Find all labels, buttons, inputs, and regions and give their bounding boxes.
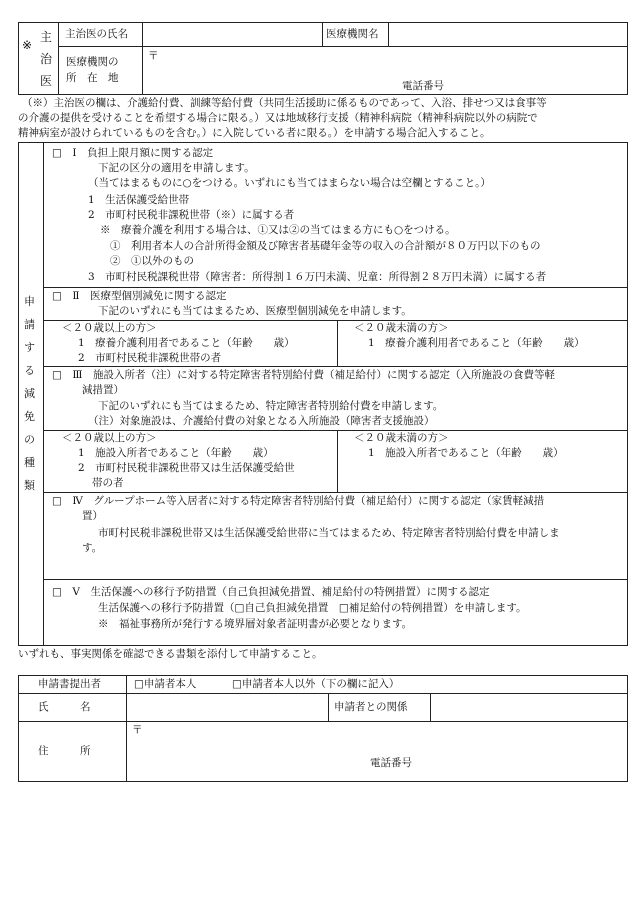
- doctor-name-label: 主治医の氏名: [65, 28, 128, 40]
- attachment-note: いずれも、事実関係を確認できる書類を添付して申請すること。: [18, 648, 323, 660]
- submitter-postal-mark: 〒: [132, 724, 143, 736]
- section-5-line-2: ※ 福祉事務所が発行する境界層対象者証明書が必要となります。: [98, 618, 413, 630]
- section-3-title-cont: 減措置）: [82, 384, 124, 396]
- institution-name-field[interactable]: [389, 23, 627, 45]
- section-3-line-2: （注）対象施設は、介護給付費の対象となる入所施設（障害者支援施設）: [88, 415, 435, 427]
- institution-name-label: 医療機関名: [326, 28, 379, 40]
- submitter-phone-label: 電話番号: [370, 757, 412, 769]
- submitter-option-other[interactable]: □申請者本人以外（下の欄に記入）: [232, 678, 400, 690]
- section-1-sub-option-2[interactable]: ② ①以外のもの: [110, 255, 194, 267]
- section-3-title[interactable]: □ Ⅲ 施設入所者（注）に対する特定障害者特別給付費（補足給付）に関する認定（入所施設の食費等軽: [52, 369, 556, 381]
- section-2-adult-item-1[interactable]: 1 療養介護利用者であること（年齢 歳）: [78, 337, 295, 349]
- section-1-line-2: （当てはまるものに○をつける。いずれにも当てはまらない場合は空欄とすること。）: [88, 177, 491, 189]
- doctor-note-line-1: （※）主治医の欄は、介護給付費、訓練等給付費（共同生活援助に係るものであって、入浴、排せつ又は食事等: [22, 97, 547, 109]
- institution-phone-label: 電話番号: [402, 80, 444, 92]
- doctor-note-line-2: の介護の提供を受けることを希望する場合に限る。）又は地域移行支援（精神科病院（精神科病院以外の病院で: [18, 112, 538, 124]
- section-5-title[interactable]: □ Ⅴ 生活保護への移行予防措置（自己負担減免措置、補足給付の特例措置）に関する認定: [52, 586, 490, 598]
- section-1-option-3[interactable]: 3 市町村民税課税世帯（障害者：所得割１６万円未満、児童：所得割２８万円未満）に属する者: [88, 271, 547, 283]
- submitter-name-field[interactable]: [127, 694, 327, 720]
- doctor-side-mark: ※: [22, 38, 33, 52]
- section-1-option-1[interactable]: 1 生活保護受給世帯: [88, 194, 190, 206]
- section-1-title[interactable]: □ Ⅰ 負担上限月額に関する認定: [52, 147, 214, 159]
- section-3-adult-item-2[interactable]: 2 市町村民税非課税世帯又は生活保護受給世: [78, 462, 295, 474]
- section-3-adult-item-1[interactable]: 1 施設入所者であること（年齢 歳）: [78, 447, 274, 459]
- reduction-side-label: 申 請 す る 減 免 の 種 類: [24, 295, 35, 492]
- section-2-child-item-1[interactable]: 1 療養介護利用者であること（年齢 歳）: [368, 337, 585, 349]
- section-1-sub-option-1[interactable]: ① 利用者本人の合計所得金額及び障害者基礎年金等の収入の合計額が８０万円以下のもの: [110, 240, 541, 252]
- section-2-child-heading: ＜２０歳未満の方＞: [354, 322, 449, 334]
- section-3-line-1: 下記のいずれにも当てはまるため、特定障害者特別給付費を申請します。: [98, 400, 444, 412]
- relation-label: 申請者との関係: [334, 701, 408, 713]
- relation-field[interactable]: [431, 694, 627, 720]
- section-4-title-cont: 置）: [82, 510, 103, 522]
- section-3-child-item-1[interactable]: 1 施設入所者であること（年齢 歳）: [368, 447, 564, 459]
- section-5-line-1[interactable]: 生活保護への移行予防措置（□自己負担減免措置 □補足給付の特例措置）を申請します。: [98, 602, 527, 614]
- submitter-name-label: 氏 名: [38, 701, 91, 713]
- institution-address-label-1: 医療機関の: [66, 56, 119, 68]
- section-2-adult-item-2[interactable]: 2 市町村民税非課税世帯の者: [78, 352, 222, 364]
- submitter-address-field[interactable]: [127, 722, 627, 781]
- section-2-adult-heading: ＜２０歳以上の方＞: [62, 322, 157, 334]
- institution-address-label-2: 所 在 地: [66, 72, 119, 84]
- section-1-option-2[interactable]: 2 市町村民税非課税世帯（※）に属する者: [88, 209, 295, 221]
- submitter-option-self[interactable]: □申請者本人: [134, 678, 197, 690]
- institution-address-field[interactable]: [143, 47, 627, 94]
- section-3-adult-heading: ＜２０歳以上の方＞: [62, 432, 157, 444]
- section-4-title[interactable]: □ Ⅳ グループホーム等入居者に対する特定障害者特別給付費（補足給付）に関する認定（家賃軽減措: [52, 495, 545, 507]
- section-2-title[interactable]: □ Ⅱ 医療型個別減免に関する認定: [52, 290, 227, 302]
- doctor-name-field[interactable]: [143, 23, 321, 45]
- section-3-child-heading: ＜２０歳未満の方＞: [354, 432, 449, 444]
- section-4-line-1: 市町村民税非課税世帯又は生活保護受給世帯に当てはまるため、特定障害者特別給付費を申請しま: [98, 527, 560, 539]
- section-2-line-1: 下記のいずれにも当てはまるため、医療型個別減免を申請します。: [98, 305, 412, 317]
- section-1-note: ※ 療養介護を利用する場合は、①又は②の当てはまる方にも○をつける。: [100, 224, 456, 236]
- submitter-label: 申請書提出者: [38, 678, 101, 690]
- institution-postal-mark: 〒: [148, 50, 159, 62]
- section-1-line-1: 下記の区分の適用を申請します。: [98, 162, 255, 174]
- submitter-address-label: 住 所: [38, 745, 91, 757]
- section-4-line-2: す。: [82, 542, 103, 554]
- doctor-note-line-3: 精神病室が設けられているものを含む。）に入院している者に限る。）を申請する場合記入すること。: [18, 127, 491, 139]
- section-3-adult-item-2-cont: 帯の者: [92, 477, 124, 489]
- doctor-side-label: 主 治 医: [40, 30, 53, 88]
